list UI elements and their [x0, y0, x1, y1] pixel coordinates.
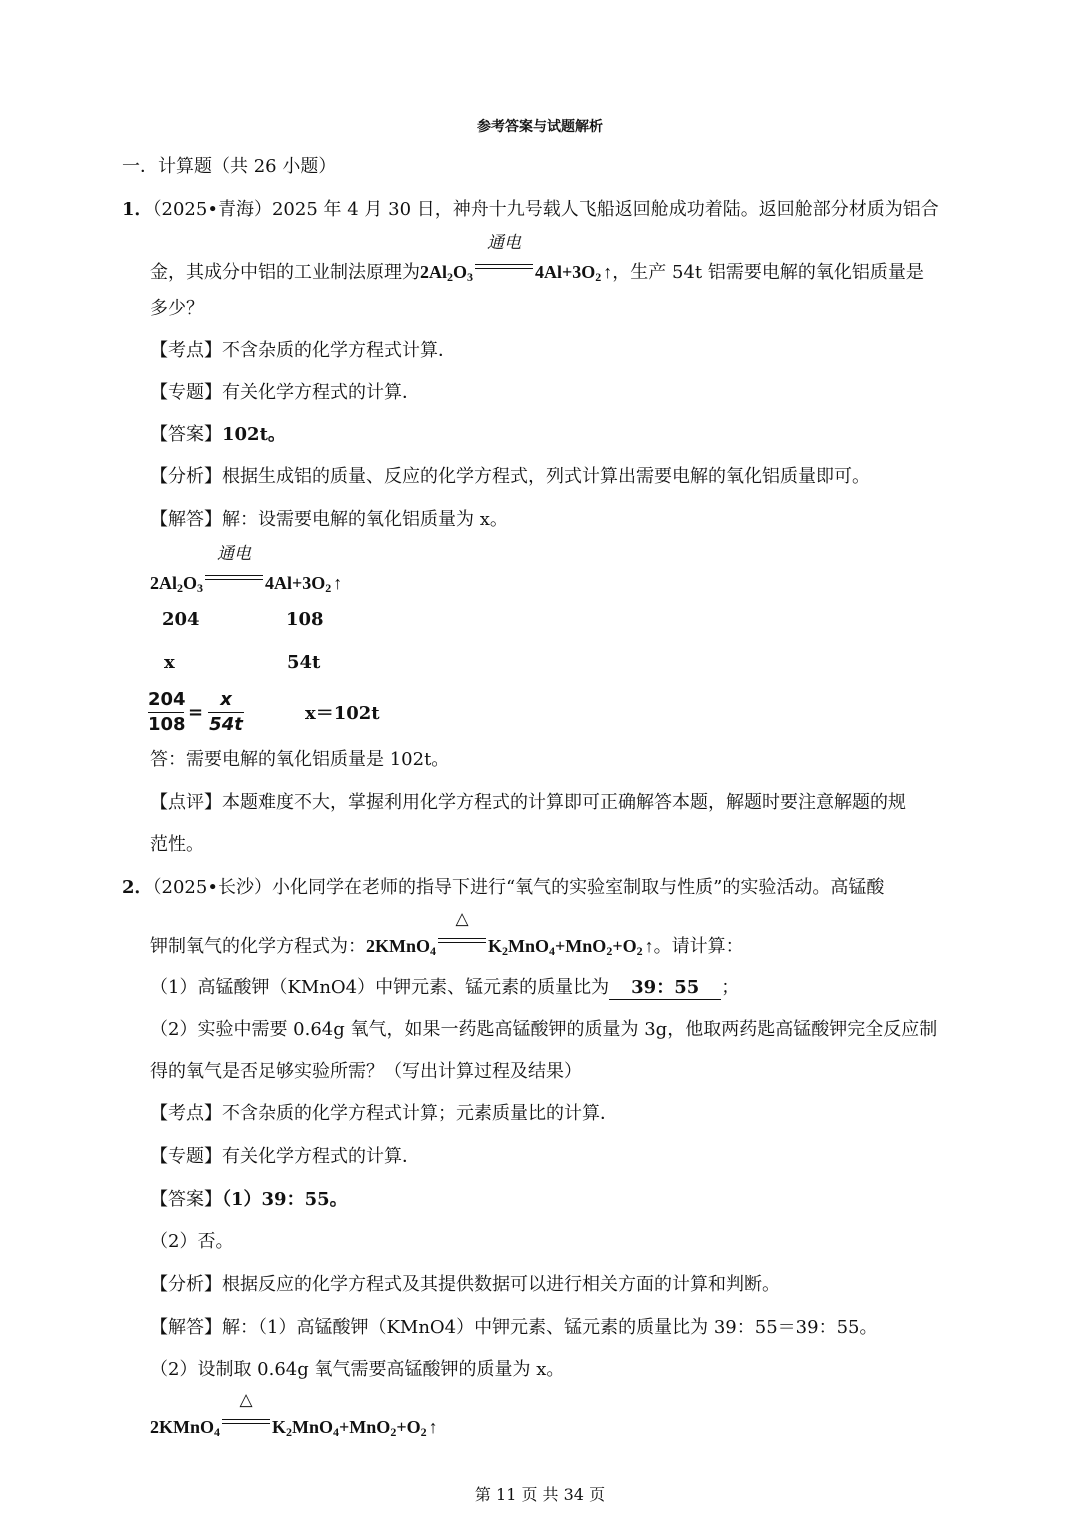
- q1-text-line3: 多少？: [150, 298, 204, 319]
- fraction-result: x＝102t: [305, 703, 380, 724]
- q2-equation-solution: [150, 1390, 438, 1439]
- q2-line2: [150, 909, 744, 958]
- q2-zhuanti: 【专题】有关化学方程式的计算．: [150, 1146, 420, 1167]
- equals-bars-3: [438, 938, 486, 943]
- q1-daan-label: 【答案】: [150, 424, 222, 445]
- q1-answer: 答：需要电解的氧化铝质量是 102t。: [150, 749, 450, 770]
- section-title: 一．计算题（共 26 小题）: [122, 156, 337, 177]
- q1-line1: [122, 199, 939, 221]
- q2-line1: [122, 877, 884, 899]
- q2-jieda1: 【解答】解：（1）高锰酸钾（KMnO4）中钾元素、锰元素的质量比为 39：55＝39：55。: [150, 1317, 878, 1338]
- fraction-left-numerator: 204: [148, 689, 186, 710]
- reaction-condition-2: [205, 544, 263, 589]
- heat-condition-icon-2: △: [239, 1390, 253, 1409]
- q2-sub1-text: （1）高锰酸钾（KMnO4）中钾元素、锰元素的质量比为: [150, 977, 610, 998]
- q2-sub1-end: ；: [721, 977, 740, 998]
- q2-daan-label: 【答案】: [150, 1189, 222, 1210]
- q2-daan-value: （1）39：55。: [222, 1189, 348, 1210]
- equals-bars: [475, 264, 533, 269]
- q2-jieda2: （2）设制取 0.64g 氧气需要高锰酸钾的质量为 x。: [150, 1359, 565, 1380]
- condition-label-2: 通电: [217, 544, 252, 563]
- gas-arrow-icon-4: ↑: [428, 1417, 438, 1437]
- gas-arrow-icon-3: ↑: [644, 936, 654, 956]
- solution-equation: $2Al_2O_3$ 通电 $4Al+3O_2$ ↑: [150, 544, 343, 595]
- q1-text-line2-b: ，生产 54t 铝需要电解的氧化铝质量是: [612, 262, 924, 283]
- reaction-condition: [475, 233, 533, 278]
- q2-daan-2: （2）否。: [150, 1231, 234, 1252]
- page-footer: 第 11 页 共 34 页: [474, 1485, 606, 1504]
- q2-text-line2-b: 。请计算：: [653, 936, 744, 957]
- q1-row2-a: x: [164, 652, 175, 673]
- q1-daan-value: 102t。: [222, 424, 286, 445]
- q1-dianping-line1: 【点评】本题难度不大，掌握利用化学方程式的计算即可正确解答本题，解题时要注意解题的规: [150, 792, 906, 813]
- q1-text-line1: 2025 年 4 月 30 日，神舟十九号载人飞船返回舱成功着陆。返回舱部分材质为铝合: [271, 199, 939, 220]
- heat-condition-icon: △: [455, 909, 469, 928]
- q2-kaodian: 【考点】不含杂质的化学方程式计算；元素质量比的计算．: [150, 1103, 618, 1124]
- page-header-title: 参考答案与试题解析: [477, 119, 603, 135]
- q1-daan: [150, 424, 286, 446]
- equals-bars-2: [205, 575, 263, 580]
- gas-arrow-icon-2: ↑: [333, 573, 343, 593]
- q1-fenxi: 【分析】根据生成铝的质量、反应的化学方程式，列式计算出需要电解的氧化铝质量即可。: [150, 466, 870, 487]
- q2-text-line1: 小化同学在老师的指导下进行“氧气的实验室制取与性质”的实验活动。高锰酸: [271, 877, 885, 898]
- q2-fenxi: 【分析】根据反应的化学方程式及其提供数据可以进行相关方面的计算和判断。: [150, 1274, 780, 1295]
- equals-bars-4: [222, 1419, 270, 1424]
- reaction-condition-4: [222, 1390, 270, 1433]
- q1-row2-b: 54t: [287, 652, 321, 673]
- q1-text-line2-a: 金，其成分中铝的工业制法原理为: [150, 262, 420, 283]
- fraction-right-numerator: x: [220, 689, 232, 710]
- fraction-right: [208, 688, 244, 737]
- q1-line2: [150, 233, 924, 284]
- fraction-left: [148, 688, 184, 737]
- q1-equation-solution: [150, 544, 343, 595]
- q1-jieda: 【解答】解：设需要电解的氧化铝质量为 x。: [150, 509, 508, 530]
- q1-source: （2025•青海）: [152, 199, 272, 220]
- reaction-condition-3: [438, 909, 486, 952]
- q2-sub2-line2: 得的氧气是否足够实验所需？（写出计算过程及结果）: [150, 1061, 582, 1082]
- q1-number: 1．: [122, 199, 153, 220]
- fraction-left-denominator: 108: [148, 714, 186, 735]
- q1-row1-b: 108: [286, 609, 324, 630]
- q1-equation: $2Al_2O_3$ 通电 $4Al+3O_2$ ↑: [420, 233, 613, 284]
- q2-sub2-line1: （2）实验中需要 0.64g 氧气，如果一药匙高锰酸钾的质量为 3g，他取两药匙高锰酸钾完全反应制: [150, 1019, 938, 1040]
- condition-label: 通电: [487, 233, 522, 252]
- q2-sub1-blank: 39：55: [609, 977, 721, 1000]
- gas-arrow-icon: ↑: [603, 262, 613, 282]
- q2-equation: 2KMnO$_4$ △ $K_2MnO_4+MnO_2+O_2$ ↑: [366, 909, 654, 958]
- q1-zhuanti: 【专题】有关化学方程式的计算．: [150, 382, 420, 403]
- q2-daan: [150, 1189, 348, 1211]
- q2-sub1: [150, 977, 739, 1000]
- q1-kaodian: 【考点】不含杂质的化学方程式计算．: [150, 340, 456, 361]
- q2-solution-equation: 2KMnO$_4$ △ $K_2MnO_4+MnO_2+O_2$ ↑: [150, 1390, 438, 1439]
- fraction-right-denominator: 54t: [209, 714, 243, 735]
- q1-dianping-line2: 范性。: [150, 834, 204, 855]
- q1-row1-a: 204: [162, 609, 200, 630]
- q2-source: （2025•长沙）: [152, 877, 272, 898]
- q2-number: 2．: [122, 877, 153, 898]
- q2-text-line2-a: 钾制氧气的化学方程式为：: [150, 936, 366, 957]
- fraction-equals: =: [188, 702, 204, 723]
